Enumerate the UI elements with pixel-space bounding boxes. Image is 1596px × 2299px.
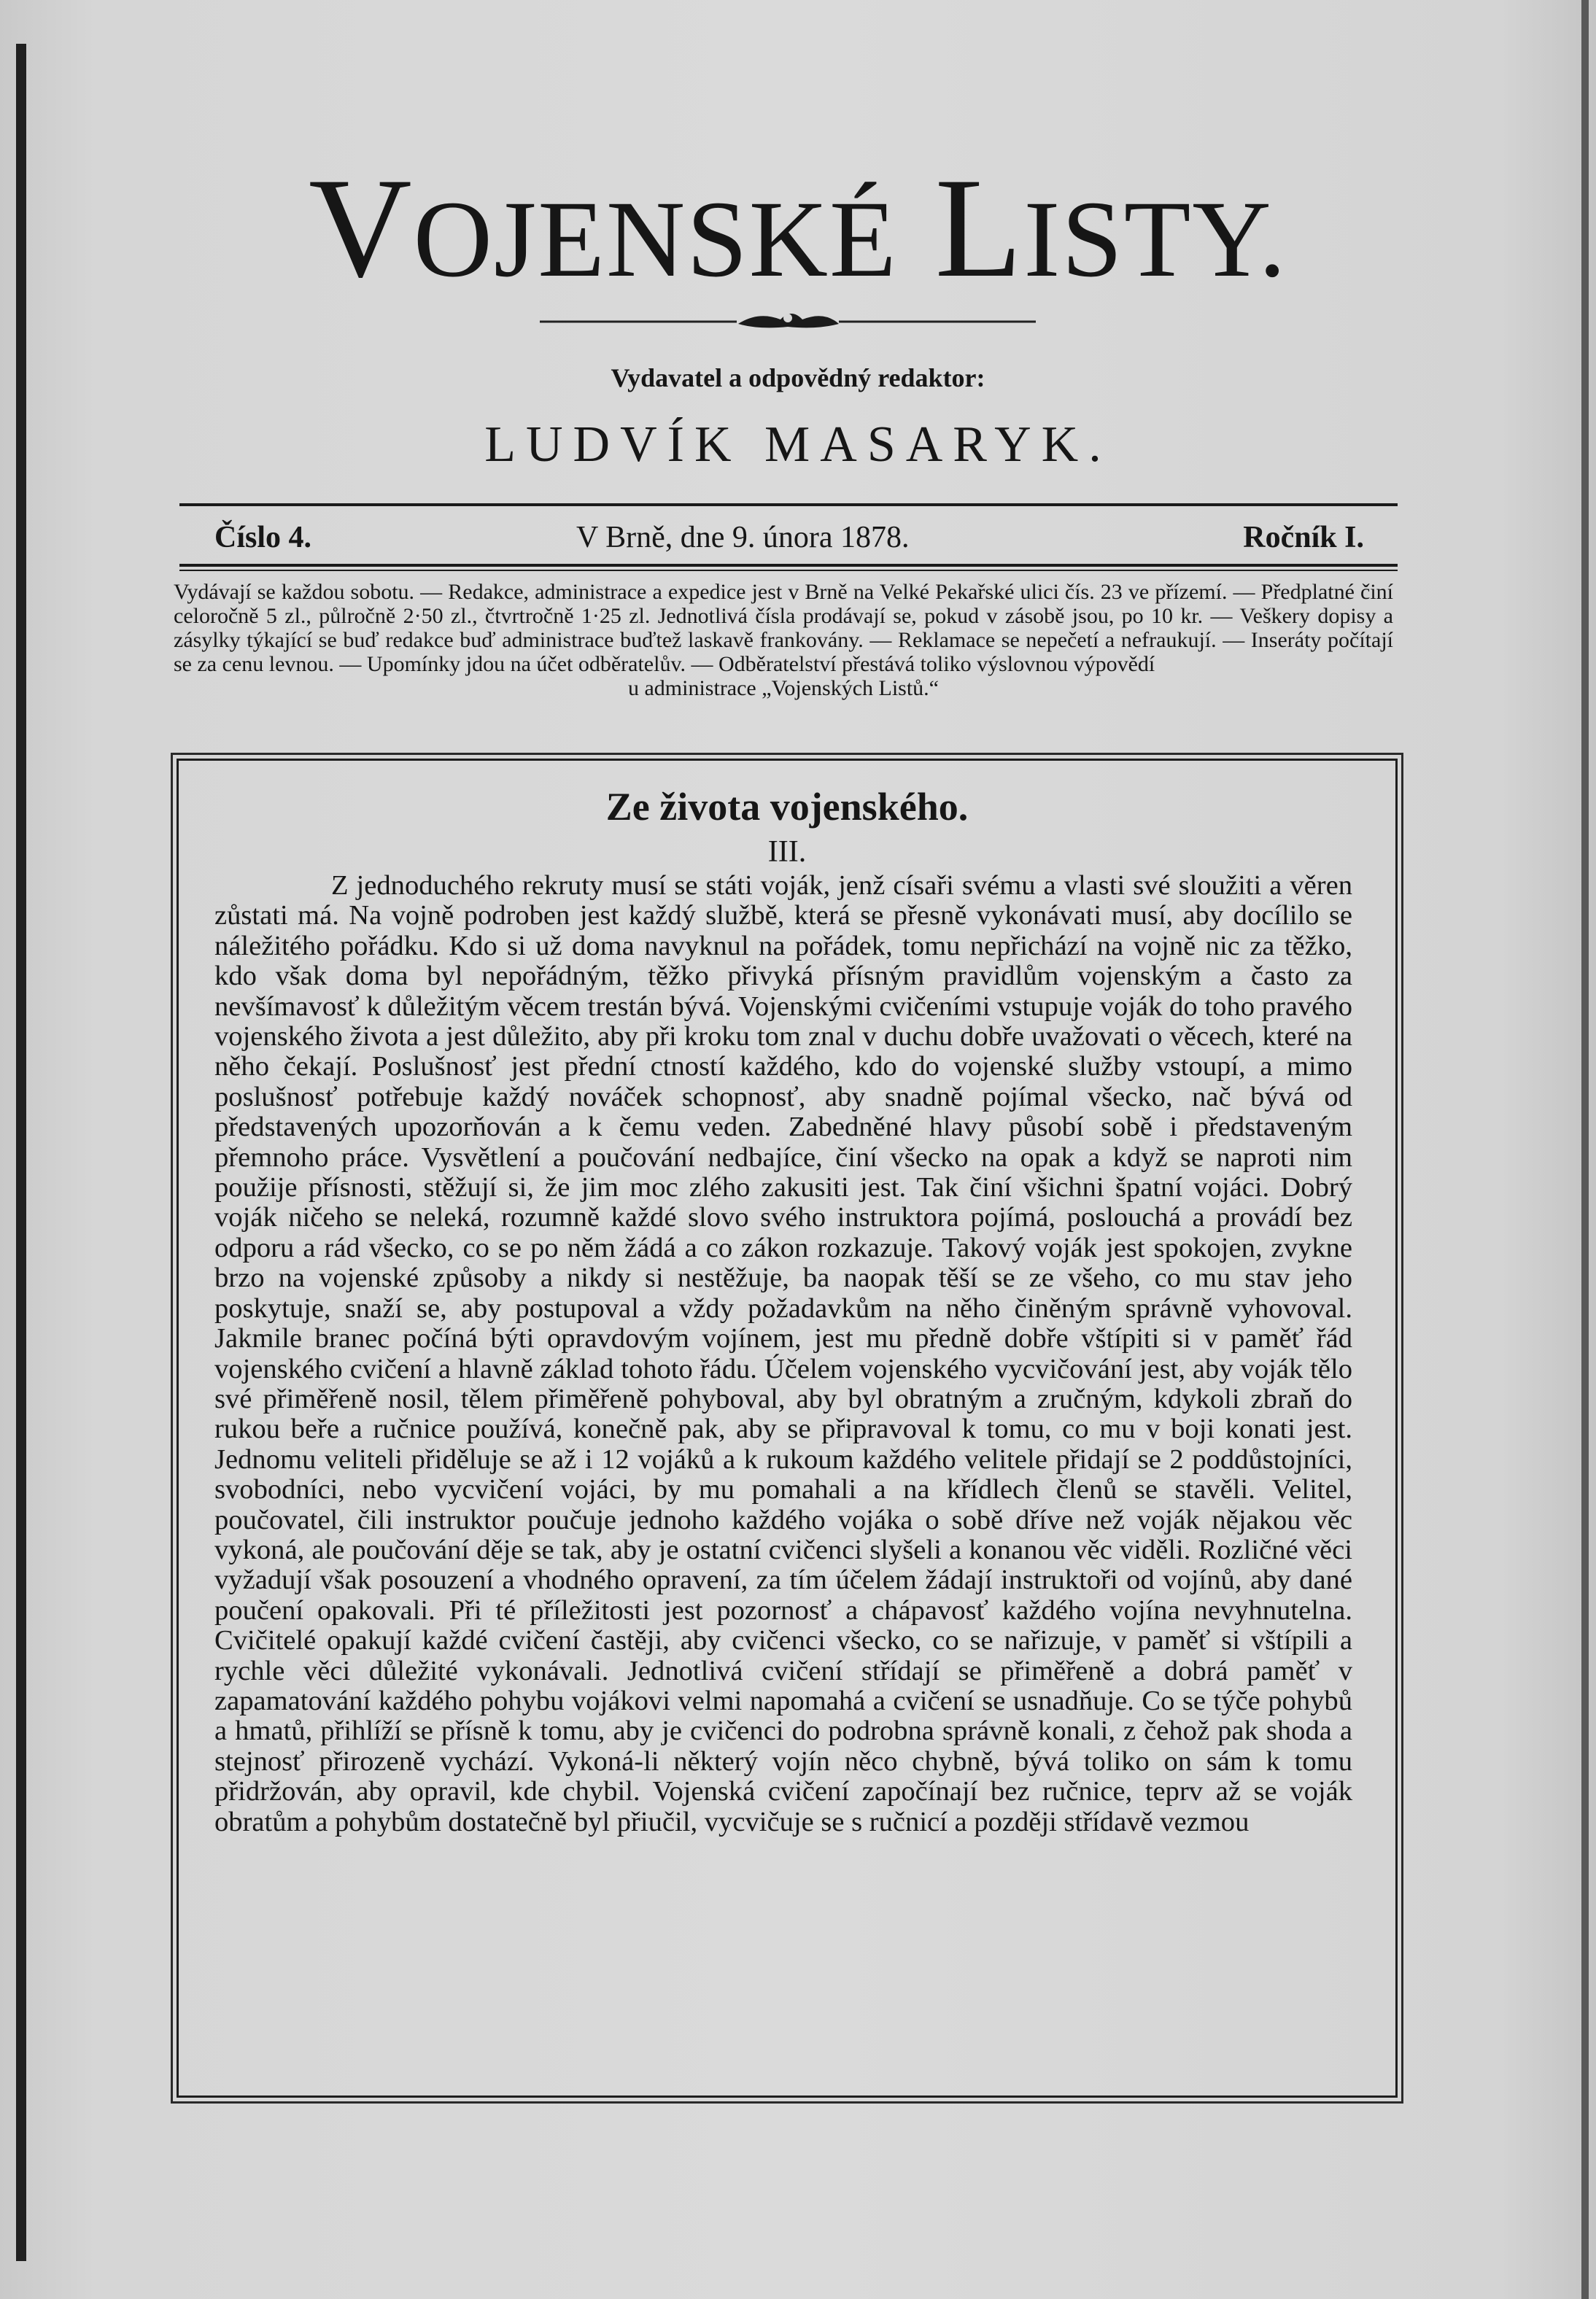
top-rule xyxy=(179,503,1398,506)
masthead-title xyxy=(0,149,1596,307)
scan-edge-right xyxy=(1581,0,1589,2299)
issue-number: Číslo 4. xyxy=(214,521,312,554)
info-text: Vydávají se každou sobotu. — Redakce, administrace a expedice jest v Brně na Velké Pekařské ulici čís. 23 ve přízemí. — Předplatné činí celoročně 5 zl., půlročně 2·50 zl., čtvrtročně 1·25 zl. Jednotlivá čísla prodávají se, pokud v zásobě jsou, po 10 kr. — Veškery dopisy a zásylky týkající se buď redakce buď administrace buďtež laskavě frankovány. — Reklamace se nepečetí a nefraukují. — Inseráty počítají se za cenu levnou. — Upomínky jdou na účet odběratelův. — Odběratelství přestává toliko výslovnou výpovědí xyxy=(174,580,1393,676)
subscription-info xyxy=(174,580,1393,700)
article-body: Z jednoduchého rekruty musí se státi voják, jenž císaři svému a vlasti své sloužiti a věren zůstati má. Na vojně podroben jest každý službě, která se přesně vykonávati musí, aby docílilo se náležitého pořádku. Kdo si už doma navyknul na pořádek, tomu nepřichází na vojně nic za těžko, kdo však doma byl nepořádným, těžko přivyká přísným pravidlům vojenským a často za nevšímavosť k důležitým věcem trestán bývá. Vojenskými cvičeními vstupuje voják do toho pravého vojenského života a jest důležito, aby při kroku tom znal v duchu dobře uvažovati o věcech, které na něho čekají. Poslušnosť jest přední ctností každého, kdo do vojenské služby vstoupí, a mimo poslušnosť potřebuje každý nováček schopnosť, aby snadně pojímal všecko, nač bývá od představených upozorňován a k čemu veden. Zabedněné hlavy působí sobě i představeným přemnoho práce. Vysvětlení a poučování nedbajíce, činí všecko na opak a když se naproti nim použije přísnosti, stěžují si, že jim moc zlého zakusiti jest. Tak činí všichni špatní vojáci. Dobrý voják ničeho se neleká, rozumně každé slovo svého instruktora pojímá, poslouchá a provádí bez odporu a rád všecko, co se po něm žádá a co zákon rozkazuje. Takový voják jest spokojen, zvykne brzo na vojenské způsoby a nikdy si nestěžuje, ba naopak těší se ze všeho, co mu stav jeho poskytuje, snaží se, aby postupoval a vždy požadavkům na něho činěným správně vyhovoval. Jakmile branec počíná býti opravdovým vojínem, jest mu předně dobře vštípiti si v paměť řád vojenského cvičení a hlavně základ tohoto řádu. Účelem vojenského vycvičování jest, aby voják tělo své přiměřeně nosil, tělem přiměřeně pohyboval, aby byl obratným a zručným, kdykoli zbraň do rukou beře a ručnice používá, konečně pak, aby se připravoval k tomu, co mu v boji konati jest. Jednomu veliteli přiděluje se až i 12 vojáků a k rukoum každého velitele přidají se 2 poddůstojníci, svobodníci, nebo vycvičení vojáci, by mu pomahali a na křídlech členů se stavěli. Velitel, poučovatel, čili instruktor poučuje jednoho každého vojáka o sobě dříve než voják nějakou věc vykoná, ale poučování děje se tak, aby je ostatní cvičenci slyšeli a konanou věc viděli. Rozličné věci vyžadují však posouzení a vhodného opravení, za tím účelem žádají instruktoři od vojínů, aby dané poučení opakovali. Při té příležitosti jest pozornosť a chápavosť každého vojína nevyhnutelna. Cvičitelé opakují každé cvičení častěji, aby cvičenci všecko, co se nařizuje, v paměť si vštípili a rychle věci důležité vykonávali. Jednotlivá cvičení střídají se přiměřeně a dobrá paměť v zapamatování každého pohybu vojákovi velmi napomahá a cvičení se usnadňuje. Co se týče pohybů a hmatů, přihlíží se přísně k tomu, aby je cvičenci do podrobna správně konali, z čehož pak shoda a stejnosť přirozeně vychází. Vykoná-li některý vojín něco chybně, bývá toliko on sám k tomu přidržován, aby opravil, kde chybil. Vojenská cvičení započínají bez ručnice, teprv až se voják obratům a pohybům dostatečně byl přiučil, vycvičuje se s ručnicí a později střídavě vezmou xyxy=(214,870,1352,1837)
publisher-label: Vydavatel a odpovědný redaktor: xyxy=(611,363,985,392)
title-rest-ojenske: OJENSKÉ xyxy=(413,179,898,300)
bottom-rule-1 xyxy=(179,564,1398,567)
article-title: Ze života vojenského. xyxy=(605,785,969,829)
title-initial-v: V xyxy=(309,149,414,307)
editor-name: LUDVÍK MASARYK. xyxy=(484,416,1112,473)
issue-place-date: V Brně, dne 9. února 1878. xyxy=(576,521,910,554)
title-rest-listy: ISTY. xyxy=(1023,179,1287,300)
info-last-line: u administrace „Vojenských Listů.“ xyxy=(627,676,939,700)
bottom-rule-2 xyxy=(179,570,1398,571)
article-part-number: III. xyxy=(767,835,807,869)
ornament-divider xyxy=(540,305,1036,338)
title-initial-l: L xyxy=(934,149,1024,307)
issue-volume: Ročník I. xyxy=(1243,521,1364,554)
